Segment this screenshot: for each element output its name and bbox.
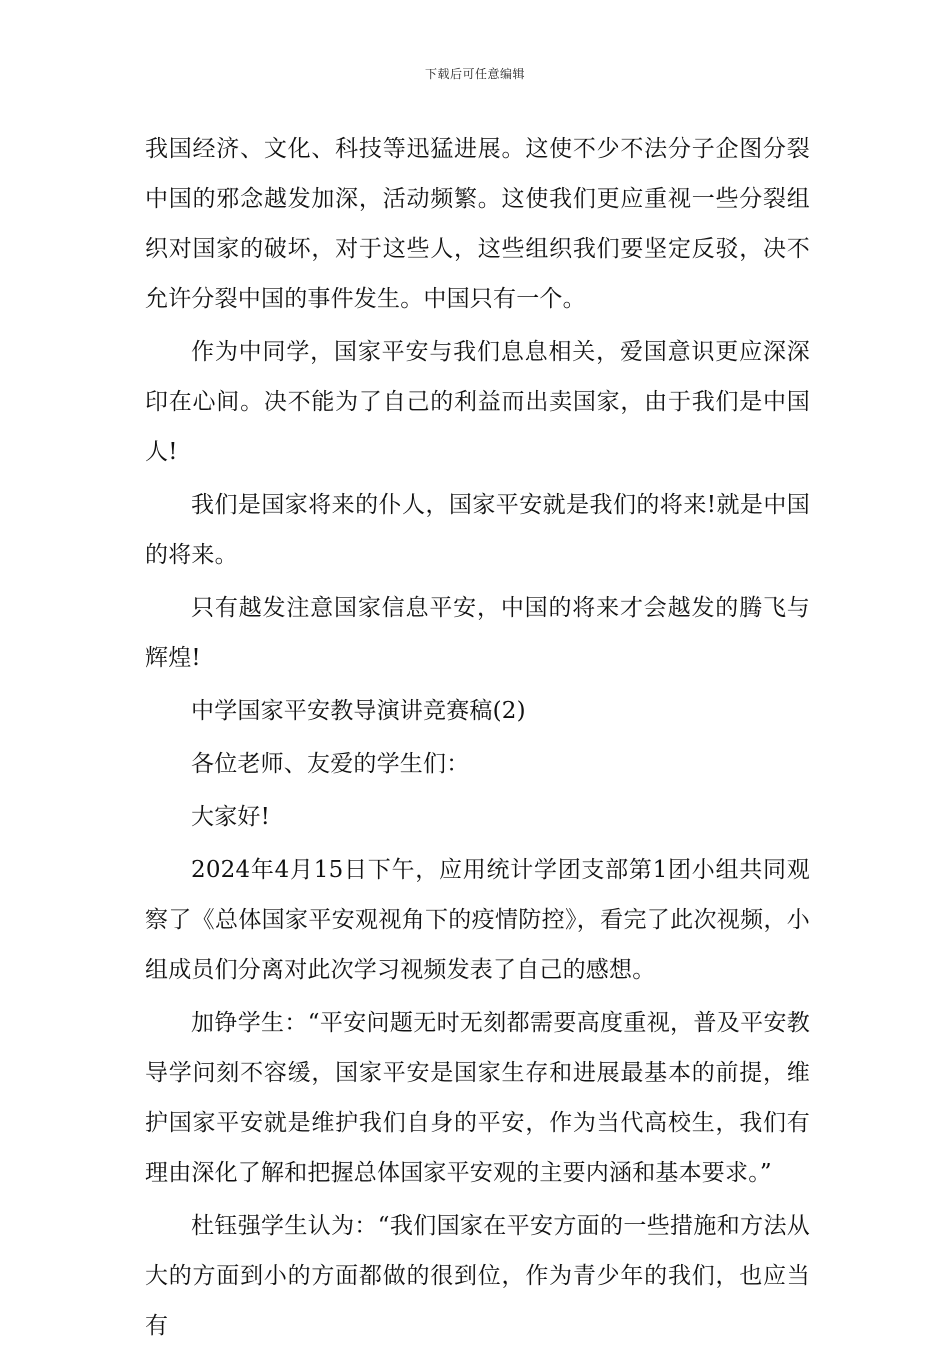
page-header: 下载后可任意编辑 (424, 67, 525, 81)
paragraph-quote-2: 杜钰强学生认为：“我们国家在平安方面的一些措施和方法从大的方面到小的方面都做的很到位，作为青少年的我们，也应当有 (145, 1213, 810, 1339)
greeting: 大家好! (191, 804, 271, 830)
paragraph-4: 只有越发注意国家信息平安，中国的将来才会越发的腾飞与辉煌! (145, 595, 810, 671)
paragraph-event: 2024年4月15日下午，应用统计学团支部第1团小组共同观察了《总体国家平安观视角下的疫情防控》，看完了此次视频，小组成员们分离对此次学习视频发表了自己的感想。 (145, 857, 810, 983)
paragraph-1: 我国经济、文化、科技等迅猛进展。这使不少不法分子企图分裂中国的邪念越发加深，活动频繁。这使我们更应重视一些分裂组织对国家的破坏，对于这些人，这些组织我们要坚定反驳，决不允许分裂中国的事件发生。中国只有一个。 (145, 136, 810, 312)
paragraph-quote-1: 加铮学生：“平安问题无时无刻都需要高度重视，普及平安教导学问刻不容缓，国家平安是国家生存和进展最基本的前提，维护国家平安就是维护我们自身的平安，作为当代高校生，我们有理由深化了解和把握总体国家平安观的主要内涵和基本要求。” (145, 1010, 810, 1186)
paragraph-2: 作为中同学，国家平安与我们息息相关，爱国意识更应深深印在心间。决不能为了自己的利益而出卖国家，由于我们是中国人! (145, 339, 810, 465)
salutation: 各位老师、友爱的学生们： (191, 751, 470, 777)
paragraph-3: 我们是国家将来的仆人，国家平安就是我们的将来!就是中国的将来。 (145, 492, 810, 568)
section-title: 中学国家平安教导演讲竞赛稿(2) (191, 698, 526, 724)
document-body (145, 124, 810, 1354)
